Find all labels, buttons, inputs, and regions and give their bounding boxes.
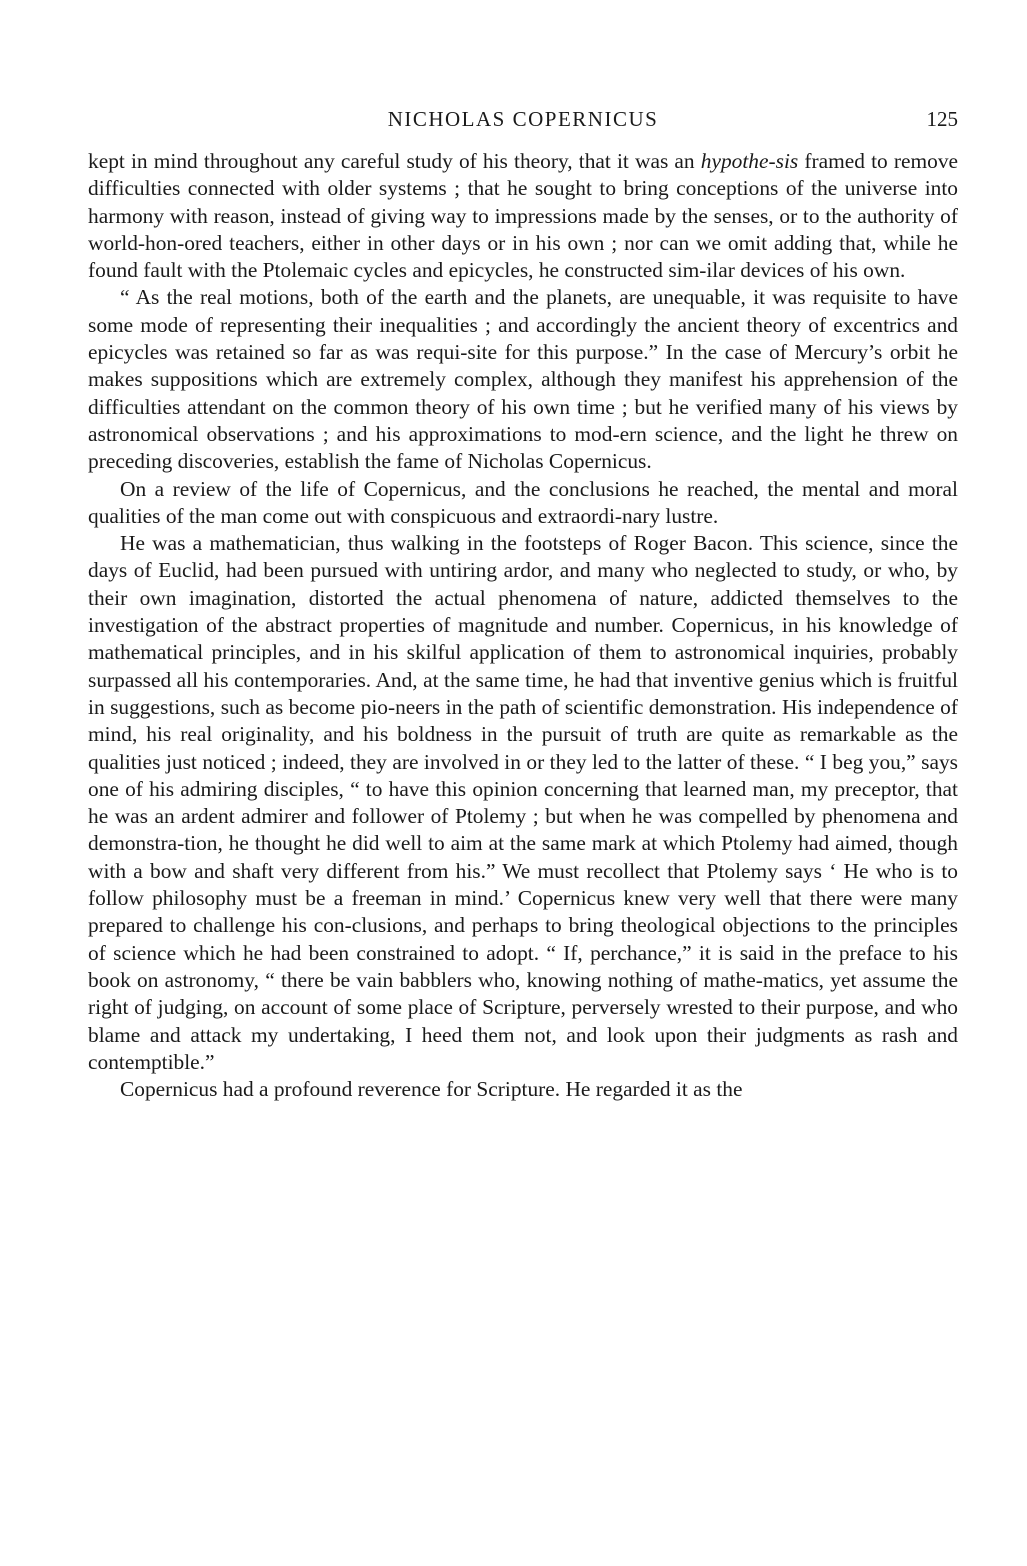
- italic-term-hypothesis: hypothe-sis: [700, 149, 799, 173]
- paragraph-3: On a review of the life of Copernicus, and the conclusions he reached, the mental and moral qualities of the man come out with conspicuous and extraordi-nary lustre.: [88, 476, 958, 528]
- paragraph-4: He was a mathematician, thus walking in the footsteps of Roger Bacon. This science, since the days of Euclid, had been pursued with untiring ardor, and many who neglected to study, or who, by their own imagination, distorted the actual phenomena of nature, addicted themselves to the investigation of the abstract properties of magnitude and number. Copernicus, in his knowledge of mathematical principles, and in his skilful application of them to astronomical inquiries, probably surpassed all his contemporaries. And, at the same time, he had that inventive genius which is fruitful in suggestions, such as become pio-neers in the path of scientific demonstration. His independence of mind, his real originality, and his boldness in the pursuit of truth are quite as remarkable as the qualities just noticed ; indeed, they are involved in or they led to the latter of these. “ I beg you,” says one of his admiring disciples, “ to have this opinion concerning that learned man, my preceptor, that he was an ardent admirer and follower of Ptolemy ; but when he was compelled by phenomena and demonstra-tion, he thought he did well to aim at the same mark at which Ptolemy had aimed, though with a bow and shaft very different from his.” We must recollect that Ptolemy says ‘ He who is to follow philosophy must be a freeman in mind.’ Copernicus knew very well that there were many prepared to challenge his con-clusions, and perhaps to bring theological objections to the principles of science which he had been constrained to adopt. “ If, perchance,” it is said in the preface to his book on astronomy, “ there be vain babblers who, knowing nothing of mathe-matics, yet assume the right of judging, on account of some place of Scripture, perversely wrested to their purpose, and who blame and attack my undertaking, I heed them not, and look upon their judgments as rash and contemptible.”: [88, 531, 958, 1074]
- running-title: NICHOLAS COPERNICUS: [387, 107, 659, 131]
- paragraph-5: Copernicus had a profound reverence for Scripture. He regarded it as the: [120, 1077, 743, 1102]
- paragraph-1: [88, 148, 958, 284]
- paragraph-2: “ As the real motions, both of the earth and the planets, are unequable, it was requisite to have some mode of representing their inequalities ; and accordingly the ancient theory of excentrics and epicycles was retained so far as was requi-site for this purpose.” In the case of Mercury’s orbit he makes suppositions which are extremely complex, although they manifest his apprehension of the difficulties attendant on the common theory of his own time ; but he verified many of his views by astronomical observations ; and his approximations to mod-ern science, and the light he threw on preceding discoveries, establish the fame of Nicholas Copernicus.: [88, 285, 958, 474]
- paragraph-1-start: kept in mind throughout any careful study of his theory, that it was an: [88, 149, 701, 173]
- page-number: 125: [926, 107, 958, 131]
- paragraph-1-end: framed to remove difficulties connected with older systems ; that he sought to bring conceptions of the universe into harmony with reason, instead of giving way to impressions made by the senses, or to the authority of world-hon-ored teachers, either in other days or in his own ; nor can we omit adding that, while he found fault with the Ptolemaic cycles and epicycles, he constructed sim-ilar devices of his own.: [88, 149, 959, 283]
- body-text: [88, 148, 958, 1103]
- running-head: [88, 104, 958, 134]
